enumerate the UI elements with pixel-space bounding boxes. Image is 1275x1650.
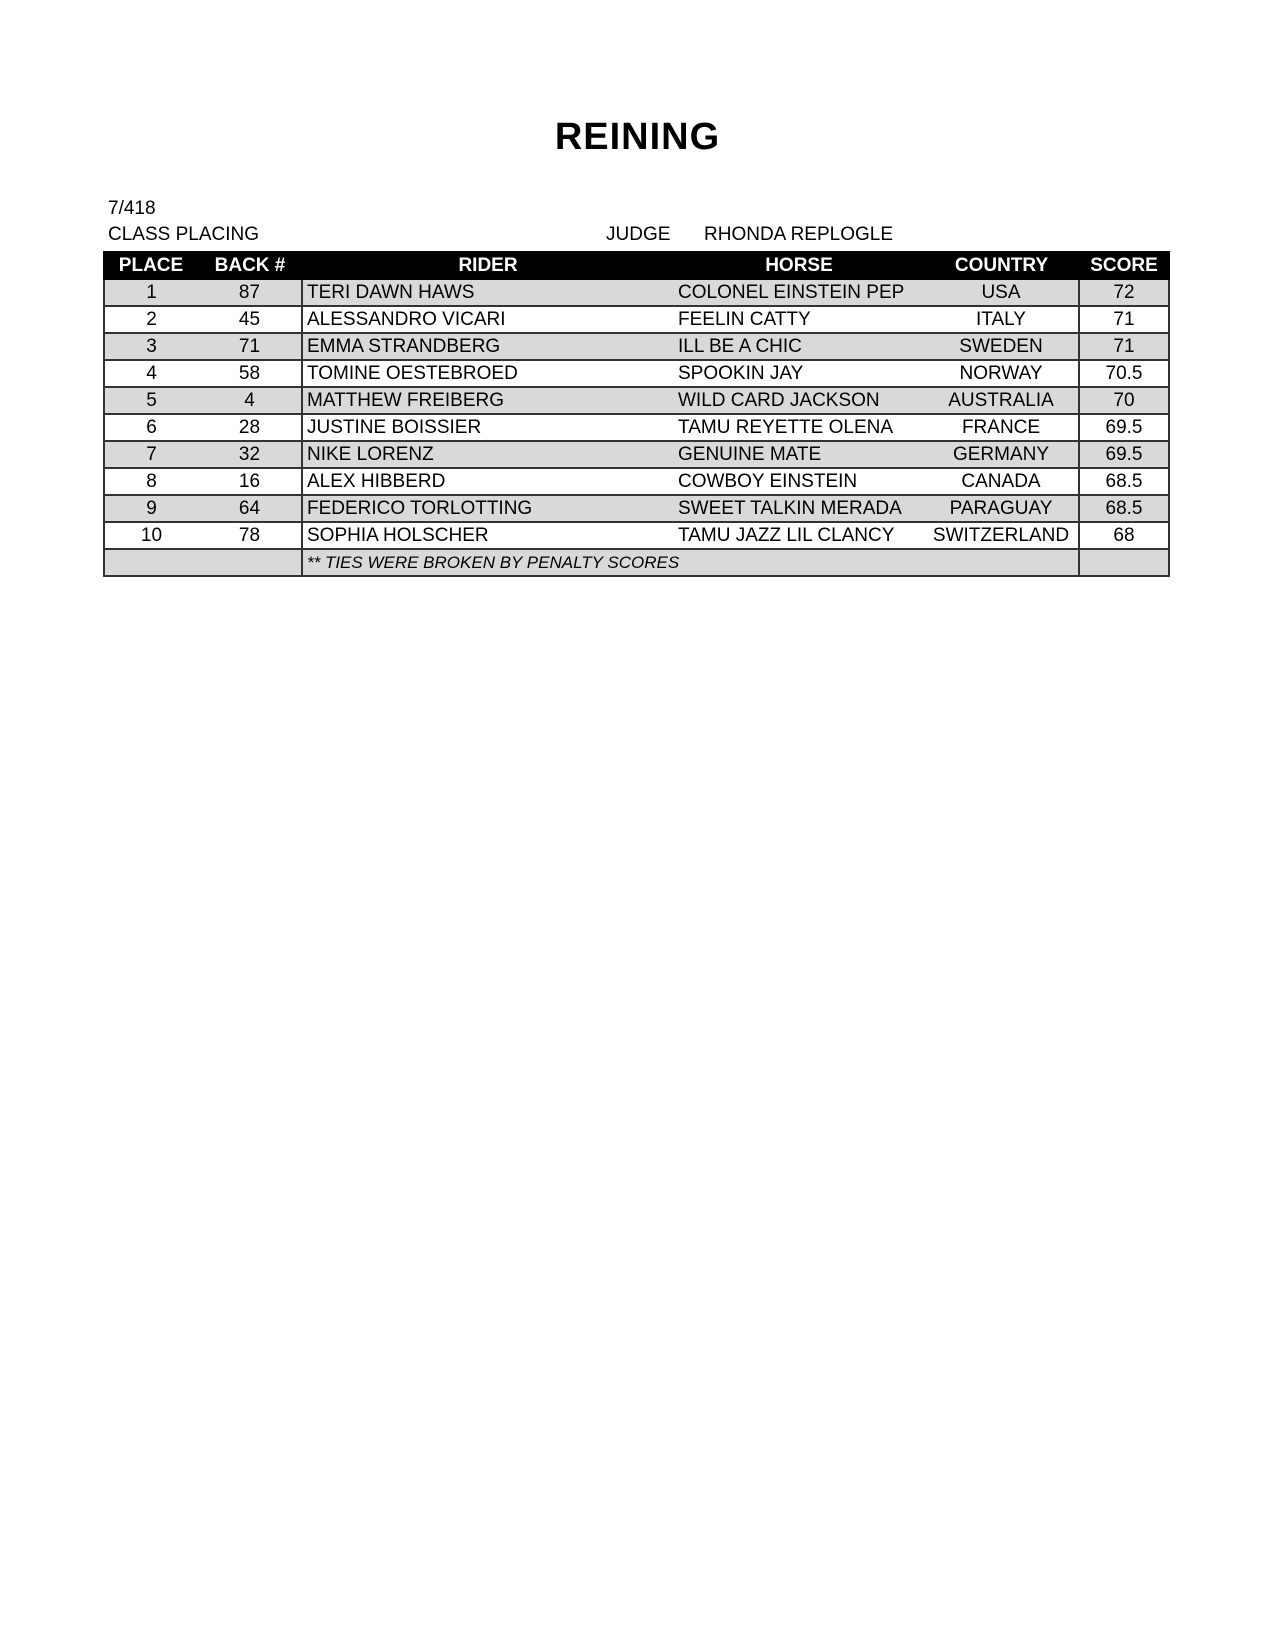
- horse-column-header: HORSE: [674, 252, 924, 279]
- country-column-header: COUNTRY: [924, 252, 1079, 279]
- table-row: [104, 387, 1169, 414]
- judge-label: JUDGE: [606, 224, 671, 245]
- country-cell: AUSTRALIA: [924, 387, 1079, 414]
- country-cell: CANADA: [924, 468, 1079, 495]
- place-cell: 8: [104, 468, 198, 495]
- footnote-blank-cell: [104, 549, 302, 576]
- country-cell: USA: [924, 279, 1079, 306]
- rider-column-header: RIDER: [302, 252, 674, 279]
- score-cell: 71: [1079, 333, 1169, 360]
- table-row: [104, 333, 1169, 360]
- rider-cell: JUSTINE BOISSIER: [302, 414, 674, 441]
- country-cell: ITALY: [924, 306, 1079, 333]
- table-row: [104, 360, 1169, 387]
- horse-cell: GENUINE MATE: [674, 441, 924, 468]
- horse-cell: ILL BE A CHIC: [674, 333, 924, 360]
- country-cell: SWITZERLAND: [924, 522, 1079, 549]
- score-cell: 70: [1079, 387, 1169, 414]
- score-cell: 68: [1079, 522, 1169, 549]
- score-cell: 68.5: [1079, 495, 1169, 522]
- table-row: [104, 306, 1169, 333]
- place-column-header: PLACE: [104, 252, 198, 279]
- score-cell: 72: [1079, 279, 1169, 306]
- horse-cell: SWEET TALKIN MERADA: [674, 495, 924, 522]
- horse-cell: SPOOKIN JAY: [674, 360, 924, 387]
- back-number-cell: 45: [198, 306, 302, 333]
- back-number-cell: 28: [198, 414, 302, 441]
- back-number-column-header: BACK #: [198, 252, 302, 279]
- country-cell: FRANCE: [924, 414, 1079, 441]
- horse-cell: FEELIN CATTY: [674, 306, 924, 333]
- horse-cell: COWBOY EINSTEIN: [674, 468, 924, 495]
- place-cell: 2: [104, 306, 198, 333]
- rider-cell: NIKE LORENZ: [302, 441, 674, 468]
- horse-cell: TAMU REYETTE OLENA: [674, 414, 924, 441]
- class-placing-label: CLASS PLACING: [108, 224, 259, 245]
- place-cell: 10: [104, 522, 198, 549]
- rider-cell: FEDERICO TORLOTTING: [302, 495, 674, 522]
- table-row: [104, 414, 1169, 441]
- rider-cell: ALEX HIBBERD: [302, 468, 674, 495]
- table-row: [104, 468, 1169, 495]
- back-number-cell: 87: [198, 279, 302, 306]
- footnote-row: [104, 549, 1169, 576]
- place-cell: 9: [104, 495, 198, 522]
- place-cell: 6: [104, 414, 198, 441]
- place-cell: 4: [104, 360, 198, 387]
- country-cell: PARAGUAY: [924, 495, 1079, 522]
- table-row: [104, 441, 1169, 468]
- score-cell: 69.5: [1079, 441, 1169, 468]
- horse-cell: COLONEL EINSTEIN PEP: [674, 279, 924, 306]
- back-number-cell: 78: [198, 522, 302, 549]
- rider-cell: TOMINE OESTEBROED: [302, 360, 674, 387]
- class-number: 7/418: [108, 198, 156, 219]
- back-number-cell: 64: [198, 495, 302, 522]
- rider-cell: MATTHEW FREIBERG: [302, 387, 674, 414]
- place-cell: 3: [104, 333, 198, 360]
- score-cell: 70.5: [1079, 360, 1169, 387]
- rider-cell: TERI DAWN HAWS: [302, 279, 674, 306]
- back-number-cell: 4: [198, 387, 302, 414]
- results-table-header: [104, 252, 1169, 279]
- page-title: REINING: [554, 116, 721, 158]
- rider-cell: SOPHIA HOLSCHER: [302, 522, 674, 549]
- back-number-cell: 32: [198, 441, 302, 468]
- horse-cell: TAMU JAZZ LIL CLANCY: [674, 522, 924, 549]
- back-number-cell: 16: [198, 468, 302, 495]
- footnote-text: ** TIES WERE BROKEN BY PENALTY SCORES: [302, 549, 1079, 576]
- country-cell: NORWAY: [924, 360, 1079, 387]
- score-cell: 69.5: [1079, 414, 1169, 441]
- place-cell: 7: [104, 441, 198, 468]
- score-column-header: SCORE: [1079, 252, 1169, 279]
- place-cell: 5: [104, 387, 198, 414]
- table-row: [104, 279, 1169, 306]
- results-table: [103, 251, 1170, 577]
- back-number-cell: 71: [198, 333, 302, 360]
- rider-cell: EMMA STRANDBERG: [302, 333, 674, 360]
- place-cell: 1: [104, 279, 198, 306]
- table-row: [104, 522, 1169, 549]
- country-cell: GERMANY: [924, 441, 1079, 468]
- back-number-cell: 58: [198, 360, 302, 387]
- judge-name: RHONDA REPLOGLE: [704, 224, 893, 245]
- score-cell: 71: [1079, 306, 1169, 333]
- table-row: [104, 495, 1169, 522]
- footnote-blank-cell: [1079, 549, 1169, 576]
- country-cell: SWEDEN: [924, 333, 1079, 360]
- horse-cell: WILD CARD JACKSON: [674, 387, 924, 414]
- header-row: [104, 252, 1169, 279]
- rider-cell: ALESSANDRO VICARI: [302, 306, 674, 333]
- results-table-body: [104, 279, 1169, 576]
- score-cell: 68.5: [1079, 468, 1169, 495]
